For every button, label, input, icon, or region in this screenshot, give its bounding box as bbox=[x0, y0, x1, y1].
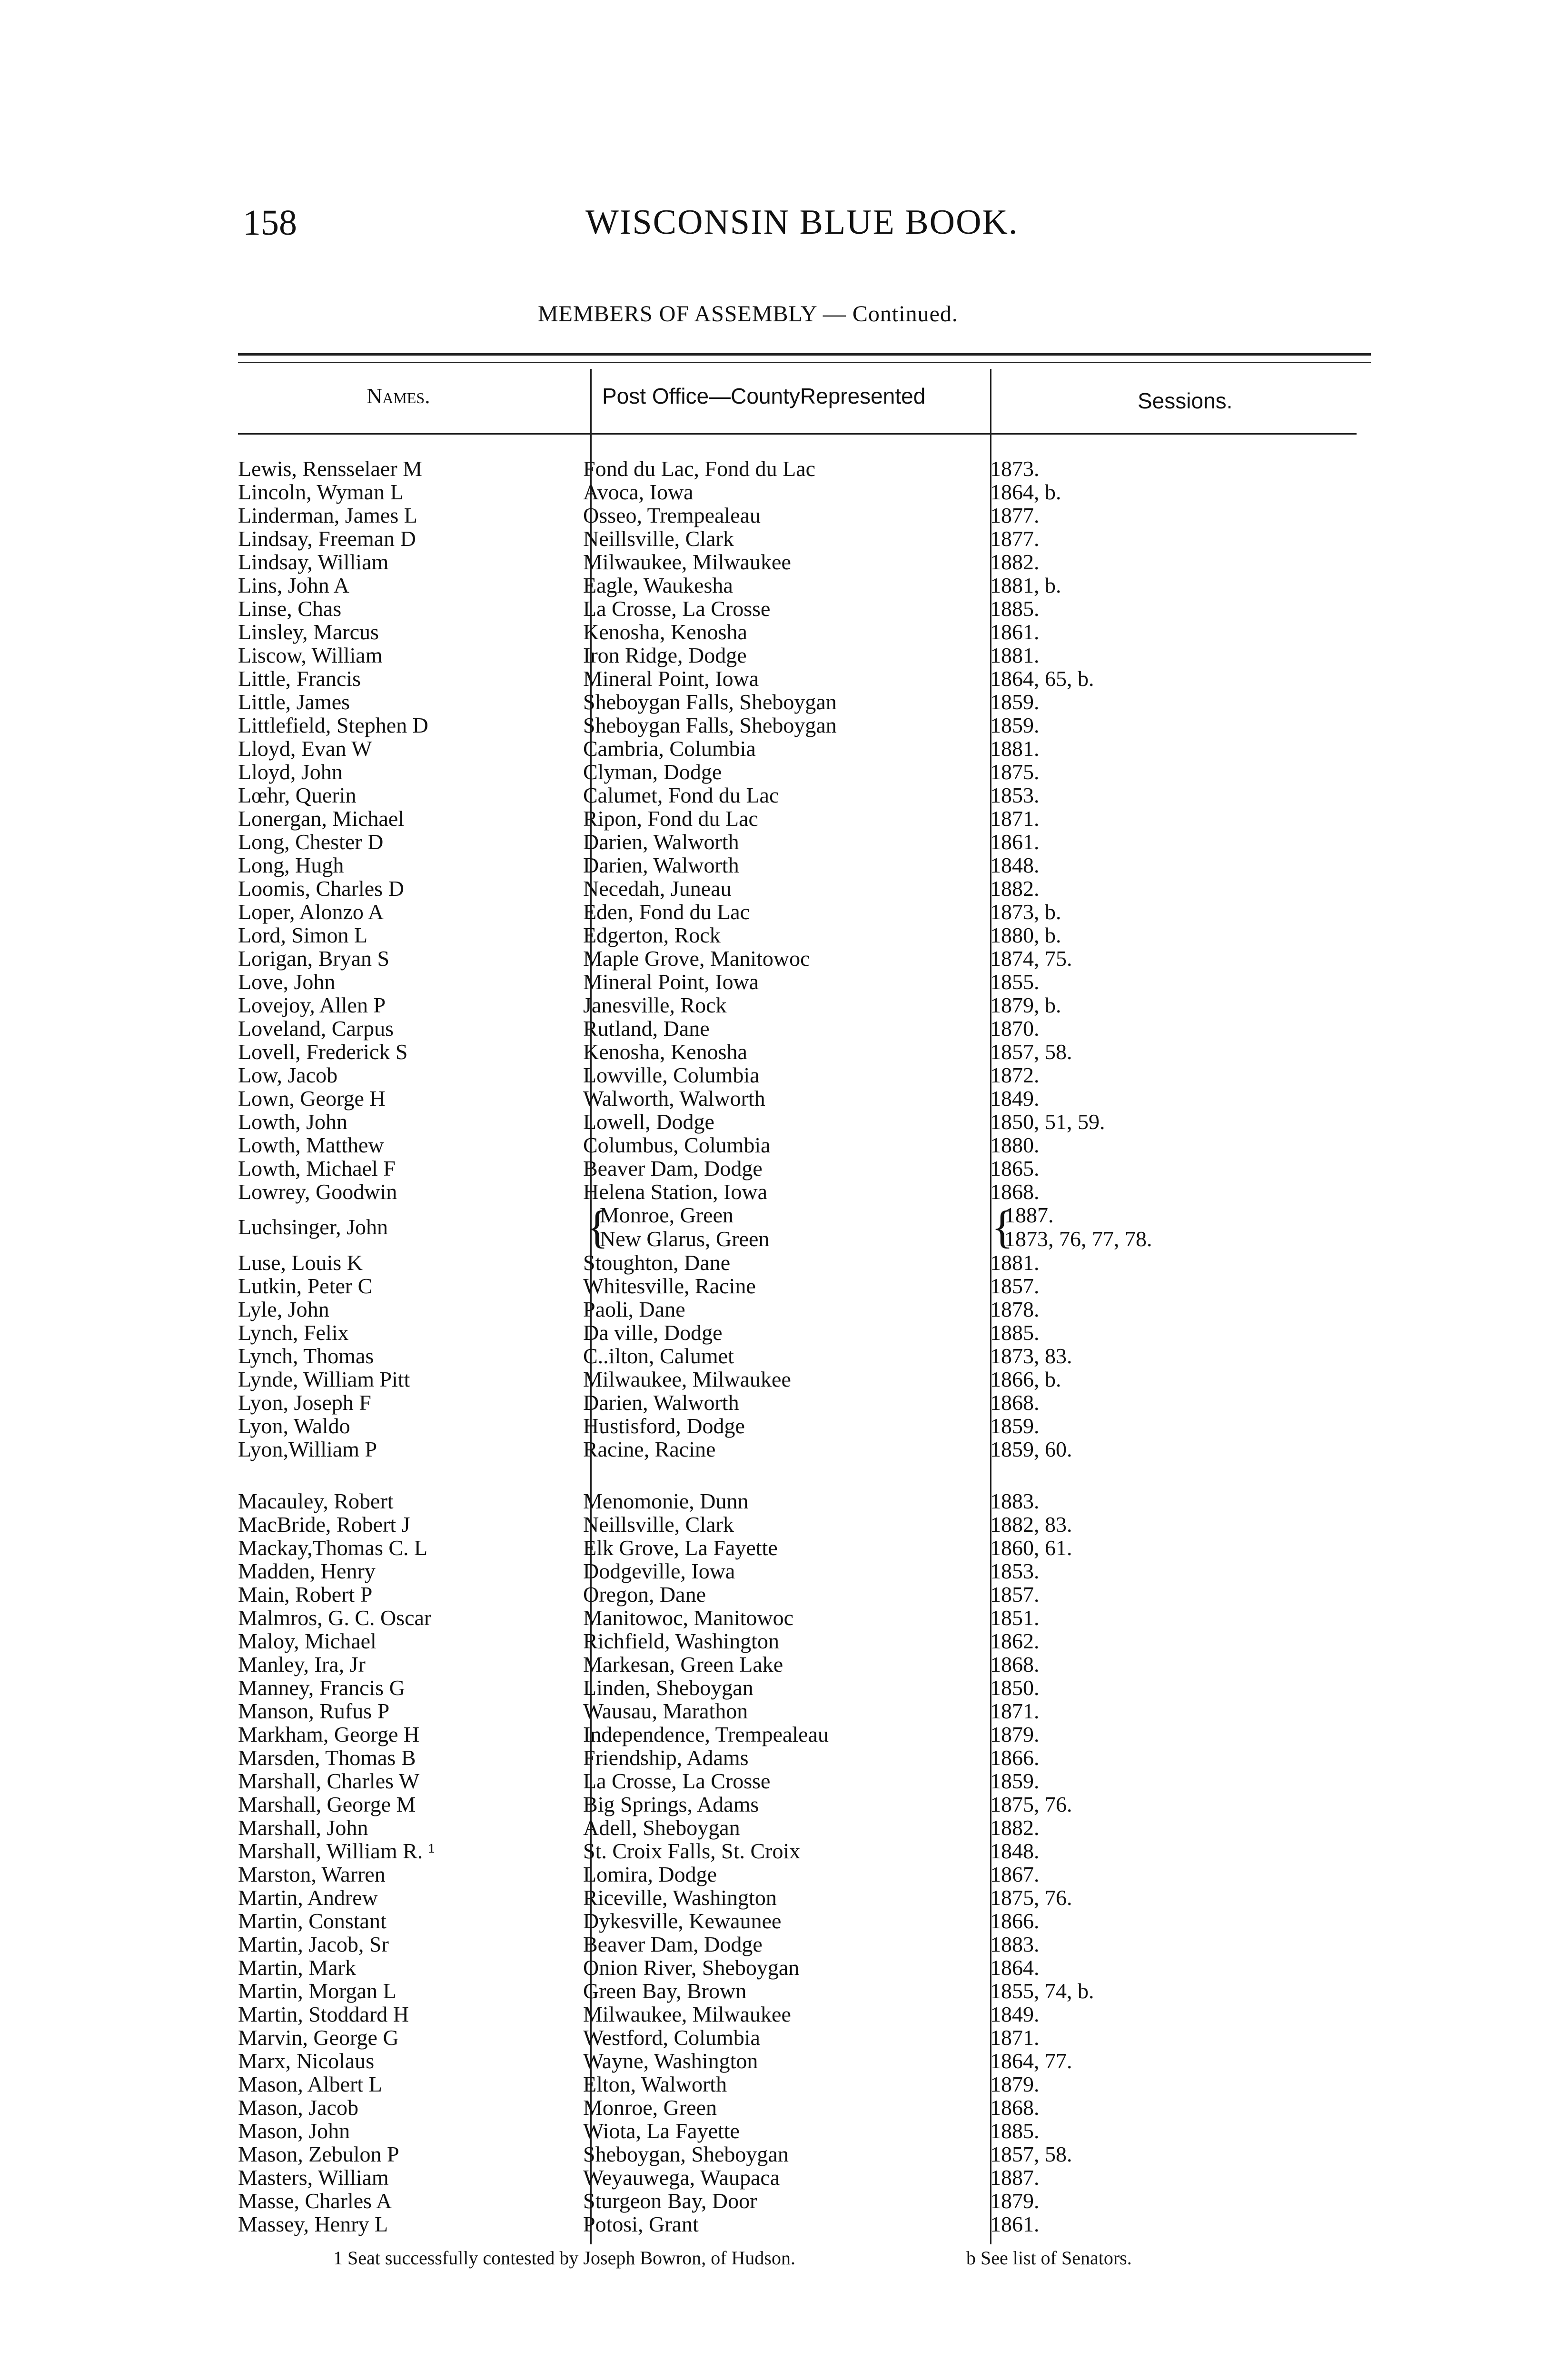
member-sessions: 1871. bbox=[990, 1699, 1040, 1723]
member-name: Lovejoy, Allen P bbox=[238, 993, 386, 1017]
member-post-office: Beaver Dam, Dodge bbox=[583, 1933, 763, 1956]
member-name: Lynch, Thomas bbox=[238, 1344, 374, 1368]
member-sessions: 1871. bbox=[990, 806, 1040, 831]
column-header-post-office: Post Office—CountyRepresented bbox=[602, 384, 926, 408]
member-post-office: Mineral Point, Iowa bbox=[583, 667, 759, 691]
member-name: Lynch, Felix bbox=[238, 1321, 349, 1345]
member-name: Lowrey, Goodwin bbox=[238, 1180, 397, 1204]
member-sessions: 1850. bbox=[990, 1676, 1040, 1700]
member-sessions: 1870. bbox=[990, 1016, 1040, 1041]
member-name: Marx, Nicolaus bbox=[238, 2049, 375, 2073]
member-sessions: 1882. bbox=[990, 876, 1040, 901]
footnote-contested: 1 Seat successfully contested by Joseph Bowron, of Hudson. bbox=[333, 2247, 795, 2269]
member-name: Long, Chester D bbox=[238, 830, 384, 854]
member-sessions: 1873. bbox=[990, 456, 1040, 481]
member-post-office: La Crosse, La Crosse bbox=[583, 597, 771, 621]
member-post-office: C..ilton, Calumet bbox=[583, 1344, 734, 1368]
member-sessions: 1848. bbox=[990, 853, 1040, 877]
member-post-office: Riceville, Washington bbox=[583, 1886, 777, 1910]
member-sessions: 1861. bbox=[990, 2212, 1040, 2236]
member-sessions: 1864, 65, b. bbox=[990, 666, 1094, 691]
member-post-office: Neillsville, Clark bbox=[583, 1513, 734, 1537]
member-name: Lloyd, Evan W bbox=[238, 737, 372, 761]
member-name: Mason, Jacob bbox=[238, 2096, 358, 2120]
member-sessions: 1872. bbox=[990, 1063, 1040, 1087]
member-sessions: 1862. bbox=[990, 1629, 1040, 1653]
member-name: Luse, Louis K bbox=[238, 1251, 363, 1275]
member-name: Marsden, Thomas B bbox=[238, 1746, 416, 1770]
member-post-office: Dykesville, Kewaunee bbox=[583, 1909, 782, 1933]
member-post-office: Wausau, Marathon bbox=[583, 1699, 748, 1723]
member-sessions: 1855. bbox=[990, 970, 1040, 994]
member-name: Masters, William bbox=[238, 2166, 389, 2190]
member-sessions: 1873, 83. bbox=[990, 1344, 1072, 1368]
member-post-office: Helena Station, Iowa bbox=[583, 1180, 768, 1204]
member-sessions: 1877. bbox=[990, 503, 1040, 527]
member-post-office: Sheboygan, Sheboygan bbox=[583, 2142, 789, 2166]
member-post-office: Eden, Fond du Lac bbox=[583, 900, 750, 924]
member-name: Madden, Henry bbox=[238, 1559, 376, 1583]
member-name: Marvin, George G bbox=[238, 2026, 399, 2050]
member-sessions: 1864, b. bbox=[990, 480, 1061, 504]
member-sessions: 1859, 60. bbox=[990, 1437, 1072, 1461]
member-post-office: Stoughton, Dane bbox=[583, 1251, 731, 1275]
table-top-rule-2 bbox=[238, 362, 1371, 363]
member-name: Long, Hugh bbox=[238, 853, 344, 877]
member-sessions: 1859. bbox=[990, 713, 1040, 737]
member-post-office: Markesan, Green Lake bbox=[583, 1653, 783, 1676]
member-post-office: Menomonie, Dunn bbox=[583, 1489, 749, 1513]
member-sessions: 1881. bbox=[990, 643, 1040, 667]
member-sessions: 1857, 58. bbox=[990, 2142, 1072, 2166]
member-post-office: Big Springs, Adams bbox=[583, 1793, 759, 1816]
member-name: Loper, Alonzo A bbox=[238, 900, 384, 924]
member-sessions: 1857. bbox=[990, 1274, 1040, 1298]
member-post-office: Clyman, Dodge bbox=[583, 760, 722, 784]
member-sessions: 1857, 58. bbox=[990, 1040, 1072, 1064]
member-name: Lown, George H bbox=[238, 1087, 386, 1111]
member-name: Malmros, G. C. Oscar bbox=[238, 1606, 432, 1630]
member-post-office: Darien, Walworth bbox=[583, 1391, 739, 1415]
member-name: Lyle, John bbox=[238, 1298, 329, 1321]
member-post-office: Maple Grove, Manitowoc bbox=[583, 947, 810, 971]
member-name: Lutkin, Peter C bbox=[238, 1274, 373, 1298]
member-sessions: 1866. bbox=[990, 1909, 1040, 1933]
member-name: Littlefield, Stephen D bbox=[238, 714, 428, 737]
member-post-office: Darien, Walworth bbox=[583, 830, 739, 854]
member-sessions: 1880. bbox=[990, 1133, 1040, 1157]
member-sessions: 1885. bbox=[990, 1320, 1040, 1345]
member-sessions: 1885. bbox=[990, 2119, 1040, 2143]
member-name: Marshall, George M bbox=[238, 1793, 416, 1816]
member-post-office: Neillsville, Clark bbox=[583, 527, 734, 551]
member-name: MacBride, Robert J bbox=[238, 1513, 410, 1537]
member-post-office: Onion River, Sheboygan bbox=[583, 1956, 800, 1980]
member-post-office: Sturgeon Bay, Door bbox=[583, 2189, 757, 2213]
member-post-office: Avoca, Iowa bbox=[583, 480, 694, 504]
member-post-office: Walworth, Walworth bbox=[583, 1087, 765, 1111]
member-sessions: 1882. bbox=[990, 1815, 1040, 1840]
member-post-office: Milwaukee, Milwaukee bbox=[583, 550, 791, 574]
member-sessions: 1849. bbox=[990, 1086, 1040, 1111]
member-post-office: Milwaukee, Milwaukee bbox=[583, 1368, 791, 1391]
member-name: Loveland, Carpus bbox=[238, 1017, 394, 1041]
member-sessions: 1878. bbox=[990, 1297, 1040, 1321]
member-sessions: 1874, 75. bbox=[990, 946, 1072, 971]
member-name: Main, Robert P bbox=[238, 1583, 373, 1606]
member-post-office: Sheboygan Falls, Sheboygan bbox=[583, 714, 837, 737]
member-sessions: 1867. bbox=[990, 1862, 1040, 1886]
member-post-office: Cambria, Columbia bbox=[583, 737, 756, 761]
member-name: Manney, Francis G bbox=[238, 1676, 405, 1700]
member-sessions: 1881, b. bbox=[990, 573, 1061, 597]
member-sessions: 1861. bbox=[990, 830, 1040, 854]
member-sessions: 1873, b. bbox=[990, 900, 1061, 924]
member-post-office: Monroe, Green bbox=[583, 2096, 717, 2120]
member-post-office: Columbus, Columbia bbox=[583, 1133, 771, 1157]
member-name: Martin, Morgan L bbox=[238, 1979, 396, 2003]
member-post-office: Eagle, Waukesha bbox=[583, 574, 733, 597]
member-name: Lyon, Waldo bbox=[238, 1414, 350, 1438]
member-post-office: Elton, Walworth bbox=[583, 2073, 727, 2096]
member-post-office: Edgerton, Rock bbox=[583, 923, 721, 947]
member-name: Macauley, Robert bbox=[238, 1489, 394, 1513]
member-name: Lorigan, Bryan S bbox=[238, 947, 390, 971]
member-sessions: 1849. bbox=[990, 2002, 1040, 2026]
member-sessions: 1868. bbox=[990, 1390, 1040, 1415]
member-sessions: 1868. bbox=[990, 1180, 1040, 1204]
member-post-office: Kenosha, Kenosha bbox=[583, 1040, 747, 1064]
member-name: Lyon,William P bbox=[238, 1438, 377, 1461]
member-sessions: 1875, 76. bbox=[990, 1885, 1072, 1910]
member-post-office: Ripon, Fond du Lac bbox=[583, 807, 758, 831]
member-sessions: 1880, b. bbox=[990, 923, 1061, 947]
member-name: Maloy, Michael bbox=[238, 1629, 377, 1653]
footnote-senators: b See list of Senators. bbox=[966, 2247, 1132, 2269]
member-name: Marshall, Charles W bbox=[238, 1769, 420, 1793]
member-sessions: 1851. bbox=[990, 1606, 1040, 1630]
member-name: Lynde, William Pitt bbox=[238, 1368, 410, 1391]
bracket-glyph: { bbox=[586, 1201, 609, 1252]
member-name: Marshall, William R. ¹ bbox=[238, 1839, 435, 1863]
member-post-office: Adell, Sheboygan bbox=[583, 1816, 740, 1840]
member-name: Lyon, Joseph F bbox=[238, 1391, 371, 1415]
member-sessions: 1879, b. bbox=[990, 993, 1061, 1017]
member-sessions: 1883. bbox=[990, 1489, 1040, 1513]
member-sessions: 1875. bbox=[990, 760, 1040, 784]
bracket-glyph: { bbox=[991, 1201, 1014, 1252]
member-post-office: Racine, Racine bbox=[583, 1438, 716, 1461]
member-name: Lowth, Michael F bbox=[238, 1157, 396, 1180]
member-name: Manson, Rufus P bbox=[238, 1699, 390, 1723]
member-name: Lindsay, Freeman D bbox=[238, 527, 416, 551]
member-sessions: 1865. bbox=[990, 1156, 1040, 1180]
member-name: Lins, John A bbox=[238, 574, 349, 597]
member-post-office: Rutland, Dane bbox=[583, 1017, 710, 1041]
member-sessions: 1882. bbox=[990, 550, 1040, 574]
member-sessions: 1879. bbox=[990, 2072, 1040, 2096]
member-post-office: Kenosha, Kenosha bbox=[583, 620, 747, 644]
member-post-office: Potosi, Grant bbox=[583, 2212, 699, 2236]
member-name: Mason, John bbox=[238, 2119, 350, 2143]
member-sessions: 1848. bbox=[990, 1839, 1040, 1863]
member-name: Manley, Ira, Jr bbox=[238, 1653, 366, 1676]
member-sessions: 1875, 76. bbox=[990, 1792, 1072, 1816]
member-name: Love, John bbox=[238, 970, 336, 994]
member-name: Martin, Stoddard H bbox=[238, 2003, 409, 2026]
member-post-office: Independence, Trempealeau bbox=[583, 1723, 829, 1746]
member-name: Linsley, Marcus bbox=[238, 620, 379, 644]
member-sessions: 1853. bbox=[990, 1559, 1040, 1583]
member-sessions: 1887. bbox=[990, 2165, 1040, 2190]
member-name: Mackay,Thomas C. L bbox=[238, 1536, 428, 1560]
member-post-office: Beaver Dam, Dodge bbox=[583, 1157, 763, 1180]
member-name: Lowth, John bbox=[238, 1110, 347, 1134]
member-sessions: 1868. bbox=[990, 1652, 1040, 1676]
member-post-office: Lowville, Columbia bbox=[583, 1063, 760, 1087]
member-name: Martin, Constant bbox=[238, 1909, 386, 1933]
member-name: Little, Francis bbox=[238, 667, 361, 691]
member-name: Lincoln, Wyman L bbox=[238, 480, 404, 504]
member-sessions: 1879. bbox=[990, 2189, 1040, 2213]
member-name: Luchsinger, John bbox=[238, 1215, 388, 1239]
member-post-office: Wayne, Washington bbox=[583, 2049, 758, 2073]
member-sessions: 1859. bbox=[990, 690, 1040, 714]
member-sessions: 1885. bbox=[990, 596, 1040, 621]
member-sessions: 1866, b. bbox=[990, 1367, 1061, 1391]
member-post-office: Wiota, La Fayette bbox=[583, 2119, 740, 2143]
member-post-office: Monroe, Green bbox=[600, 1203, 734, 1227]
member-post-office: New Glarus, Green bbox=[600, 1227, 770, 1251]
member-post-office: Da ville, Dodge bbox=[583, 1321, 723, 1345]
member-name: Masse, Charles A bbox=[238, 2189, 392, 2213]
member-post-office: Richfield, Washington bbox=[583, 1629, 779, 1653]
member-sessions: 1859. bbox=[990, 1769, 1040, 1793]
member-sessions: 1866. bbox=[990, 1745, 1040, 1770]
running-head: WISCONSIN BLUE BOOK. bbox=[585, 203, 1019, 242]
member-post-office: Iron Ridge, Dodge bbox=[583, 644, 747, 667]
member-sessions: 1877. bbox=[990, 526, 1040, 551]
member-post-office: Oregon, Dane bbox=[583, 1583, 706, 1606]
member-post-office: Fond du Lac, Fond du Lac bbox=[583, 457, 816, 481]
column-header-sessions: Sessions. bbox=[1138, 388, 1233, 413]
member-post-office: Osseo, Trempealeau bbox=[583, 504, 761, 527]
member-name: Linderman, James L bbox=[238, 504, 417, 527]
member-name: Martin, Jacob, Sr bbox=[238, 1933, 389, 1956]
member-name: Mason, Zebulon P bbox=[238, 2142, 399, 2166]
table-top-rule bbox=[238, 353, 1371, 356]
member-post-office: St. Croix Falls, St. Croix bbox=[583, 1839, 801, 1863]
member-sessions: 1864. bbox=[990, 1955, 1040, 1980]
member-name: Lovell, Frederick S bbox=[238, 1040, 408, 1064]
member-post-office: Friendship, Adams bbox=[583, 1746, 749, 1770]
member-sessions: 1861. bbox=[990, 620, 1040, 644]
member-name: Marston, Warren bbox=[238, 1863, 386, 1886]
member-sessions: 1857. bbox=[990, 1582, 1040, 1606]
member-post-office: Janesville, Rock bbox=[583, 993, 727, 1017]
member-name: Martin, Mark bbox=[238, 1956, 356, 1980]
member-name: Lewis, Rensselaer M bbox=[238, 457, 423, 481]
member-name: Lowth, Matthew bbox=[238, 1133, 384, 1157]
member-post-office: Elk Grove, La Fayette bbox=[583, 1536, 778, 1560]
member-post-office: Darien, Walworth bbox=[583, 853, 739, 877]
member-post-office: Milwaukee, Milwaukee bbox=[583, 2003, 791, 2026]
member-post-office: Sheboygan Falls, Sheboygan bbox=[583, 690, 837, 714]
member-name: Lord, Simon L bbox=[238, 923, 368, 947]
member-sessions: 1881. bbox=[990, 736, 1040, 761]
member-name: Low, Jacob bbox=[238, 1063, 338, 1087]
member-name: Liscow, William bbox=[238, 644, 383, 667]
member-sessions: 1879. bbox=[990, 1722, 1040, 1746]
page-number: 158 bbox=[243, 203, 297, 243]
member-sessions: 1859. bbox=[990, 1414, 1040, 1438]
member-sessions: 1850, 51, 59. bbox=[990, 1110, 1105, 1134]
member-post-office: Hustisford, Dodge bbox=[583, 1414, 745, 1438]
member-name: Lœhr, Querin bbox=[238, 783, 357, 807]
member-sessions: 1860, 61. bbox=[990, 1536, 1072, 1560]
member-post-office: Whitesville, Racine bbox=[583, 1274, 756, 1298]
member-name: Linse, Chas bbox=[238, 597, 342, 621]
member-sessions: 1864, 77. bbox=[990, 2049, 1072, 2073]
member-name: Little, James bbox=[238, 690, 350, 714]
member-post-office: Paoli, Dane bbox=[583, 1298, 685, 1321]
member-sessions: 1881. bbox=[990, 1250, 1040, 1275]
member-sessions: 1868. bbox=[990, 2095, 1040, 2120]
member-post-office: Necedah, Juneau bbox=[583, 877, 732, 901]
member-sessions: 1883. bbox=[990, 1932, 1040, 1956]
member-post-office: Mineral Point, Iowa bbox=[583, 970, 759, 994]
member-post-office: Westford, Columbia bbox=[583, 2026, 760, 2050]
member-post-office: Linden, Sheboygan bbox=[583, 1676, 753, 1700]
member-post-office: Dodgeville, Iowa bbox=[583, 1559, 735, 1583]
member-name: Massey, Henry L bbox=[238, 2212, 388, 2236]
member-name: Lonergan, Michael bbox=[238, 807, 405, 831]
member-sessions: 1871. bbox=[990, 2025, 1040, 2050]
member-post-office: Lowell, Dodge bbox=[583, 1110, 714, 1134]
member-post-office: Weyauwega, Waupaca bbox=[583, 2166, 780, 2190]
member-post-office: Green Bay, Brown bbox=[583, 1979, 747, 2003]
member-sessions: 1887. bbox=[1004, 1203, 1054, 1227]
member-name: Marshall, John bbox=[238, 1816, 368, 1840]
member-sessions: 1855, 74, b. bbox=[990, 1979, 1094, 2003]
member-name: Martin, Andrew bbox=[238, 1886, 378, 1910]
member-post-office: La Crosse, La Crosse bbox=[583, 1769, 771, 1793]
member-sessions: 1873, 76, 77, 78. bbox=[1004, 1227, 1152, 1251]
member-name: Markham, George H bbox=[238, 1723, 420, 1746]
member-name: Lloyd, John bbox=[238, 760, 343, 784]
member-sessions: 1853. bbox=[990, 783, 1040, 807]
member-post-office: Lomira, Dodge bbox=[583, 1863, 717, 1886]
member-post-office: Manitowoc, Manitowoc bbox=[583, 1606, 794, 1630]
member-sessions: 1882, 83. bbox=[990, 1512, 1072, 1537]
member-name: Mason, Albert L bbox=[238, 2073, 382, 2096]
member-name: Lindsay, William bbox=[238, 550, 389, 574]
column-header-names: Names. bbox=[367, 384, 430, 408]
member-post-office: Calumet, Fond du Lac bbox=[583, 783, 779, 807]
member-name: Loomis, Charles D bbox=[238, 877, 404, 901]
section-title: MEMBERS OF ASSEMBLY — Continued. bbox=[538, 301, 958, 327]
table-header-rule bbox=[238, 433, 1357, 435]
